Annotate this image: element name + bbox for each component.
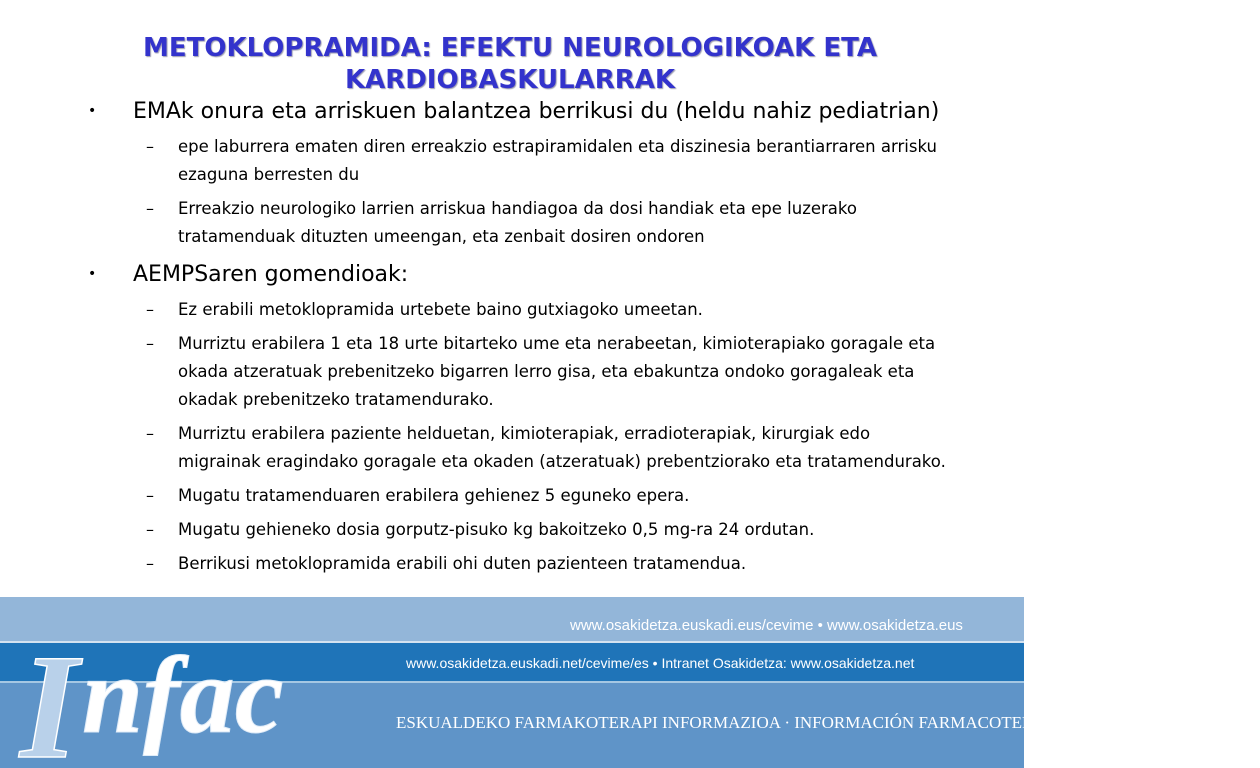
sub-item — [88, 195, 948, 251]
dash-icon: – — [146, 334, 154, 353]
dash-icon: – — [146, 137, 154, 156]
title-line-2: KARDIOBASKULARRAK — [344, 65, 676, 95]
sub-item — [88, 330, 948, 414]
dash-icon: – — [146, 300, 154, 319]
logo-letter-i: I — [20, 624, 79, 768]
dash-icon: – — [146, 424, 154, 443]
sub-item — [88, 133, 948, 189]
dash-icon: – — [146, 486, 154, 505]
footer-tagline: ESKUALDEKO FARMAKOTERAPI INFORMAZIOA · INFORMACIÓN FARMACOTERAPÉUTICA DE LA COMARCA — [396, 713, 1260, 732]
bullet-item — [88, 94, 948, 129]
dash-icon: – — [146, 520, 154, 539]
logo-letters-nfac: nfac — [82, 634, 284, 756]
footer-url-secondary[interactable]: www.osakidetza.euskadi.net/cevime/es • Intranet Osakidetza: www.osakidetza.net — [406, 655, 915, 671]
slide-title — [60, 32, 960, 96]
sub-item — [88, 482, 948, 510]
sub-item — [88, 420, 948, 476]
sub-text: Murriztu erabilera 1 eta 18 urte bitarteko ume eta nerabeetan, kimioterapiako goragale eta okada atzeratuak prebenitzeko bigarren lerro gisa, eta ebakuntza ondoko goragaleak eta okadak prebenitzeko tratamendurako. — [178, 334, 936, 409]
bullet-icon: • — [88, 103, 97, 119]
sub-item — [88, 550, 948, 578]
sub-text: Ez erabili metoklopramida urtebete baino gutxiagoko umeetan. — [178, 300, 703, 319]
footer-banner — [0, 597, 1260, 768]
sub-text: Murriztu erabilera paziente helduetan, kimioterapiak, erradioterapiak, kirurgiak edo migrainak eragindako goragale eta okaden (atzeratuak) prebentziorako eta tratamendurako. — [178, 424, 946, 471]
sub-text: Erreakzio neurologiko larrien arriskua handiagoa da dosi handiak eta epe luzerako tratamenduak dituzten umeengan, eta zenbait dosiren ondoren — [178, 199, 857, 246]
dash-icon: – — [146, 554, 154, 573]
bullet-text: AEMPSaren gomendioak: — [133, 262, 409, 287]
infac-logo — [20, 597, 340, 768]
sub-list — [88, 296, 948, 578]
bullet-text: EMAk onura eta arriskuen balantzea berrikusi du (heldu nahiz pediatrian) — [133, 99, 940, 124]
footer-url-primary[interactable]: www.osakidetza.euskadi.eus/cevime • www.osakidetza.eus — [570, 617, 963, 634]
sub-text: epe laburrera ematen diren erreakzio estrapiramidalen eta diszinesia berantiarraren arrisku ezaguna berresten du — [178, 137, 937, 184]
sub-text: Berrikusi metoklopramida erabili ohi duten pazienteen tratamendua. — [178, 554, 747, 573]
title-line-1: METOKLOPRAMIDA: EFEKTU NEUROLOGIKOAK ETA — [143, 33, 877, 63]
slide-content — [88, 94, 948, 584]
sub-text: Mugatu tratamenduaren erabilera gehienez 5 eguneko epera. — [178, 486, 690, 505]
bullet-item — [88, 257, 948, 292]
bullet-icon: • — [88, 266, 97, 282]
sub-item — [88, 516, 948, 544]
dash-icon: – — [146, 199, 154, 218]
sub-text: Mugatu gehieneko dosia gorputz-pisuko kg bakoitzeko 0,5 mg-ra 24 ordutan. — [178, 520, 815, 539]
sub-list — [88, 133, 948, 251]
sub-item — [88, 296, 948, 324]
